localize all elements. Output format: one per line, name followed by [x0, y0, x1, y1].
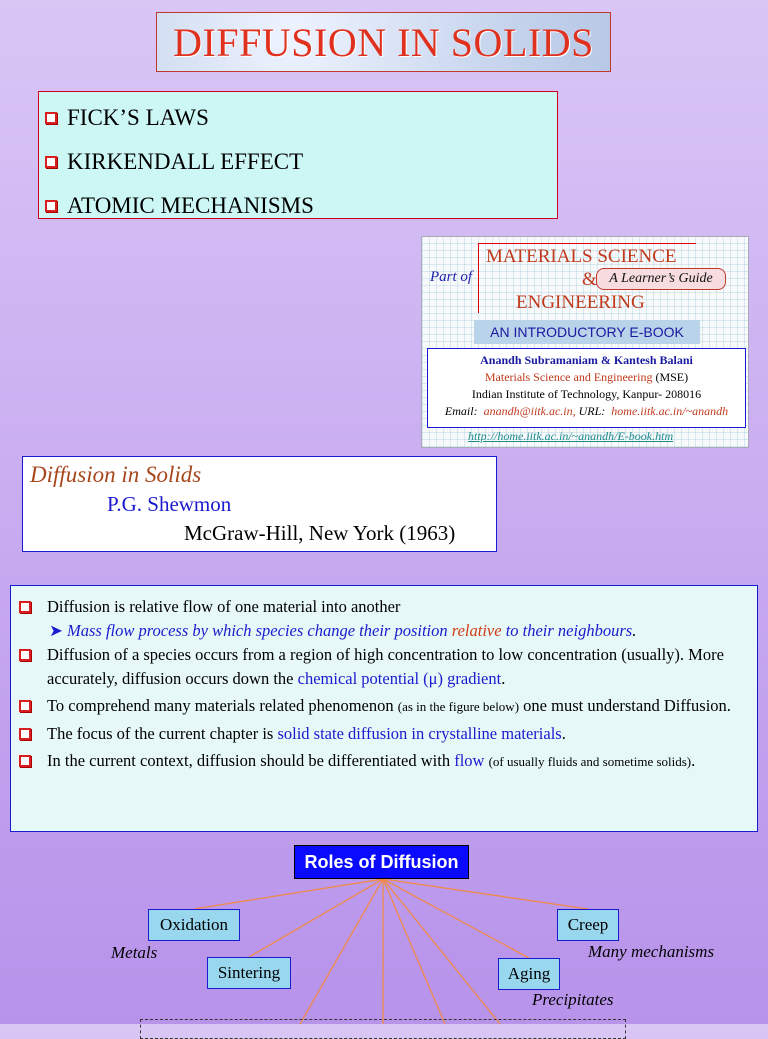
book-title-amp: & — [582, 269, 597, 290]
bullet-highlight: chemical potential (μ) gradient — [297, 669, 502, 688]
topic-item — [45, 96, 557, 140]
sub-bullet-highlight: relative — [451, 621, 502, 640]
sub-bullet-text-end: to their neighbours — [505, 621, 633, 640]
bullet-note: (as in the figure below) — [397, 699, 520, 714]
bullets-box — [10, 585, 758, 832]
roles-title: Roles of Diffusion — [304, 851, 459, 872]
sub-bullet-text: Mass flow process by which species change their position — [66, 621, 448, 640]
authors: Anandh Subramaniam & Kantesh Balani — [480, 353, 693, 367]
topics-box — [38, 91, 558, 219]
arrow-bullet-icon: ➤ — [49, 621, 63, 640]
learners-guide-badge — [596, 268, 726, 290]
bullet-text — [47, 722, 566, 746]
contact-line — [428, 403, 745, 420]
email-label: Email: — [444, 404, 478, 418]
list-item — [19, 643, 749, 691]
connector-oxidation — [194, 879, 383, 909]
author-box — [427, 348, 746, 428]
book-subtitle — [474, 320, 700, 344]
roles-title-box — [294, 845, 469, 879]
role-label: Aging — [507, 964, 551, 983]
connector-creep — [383, 879, 588, 909]
title-banner — [156, 12, 611, 72]
department-abbr: (MSE) — [655, 370, 689, 384]
role-creep — [557, 909, 619, 941]
topic-label: FICK’S LAWS — [67, 105, 209, 130]
connector-sintering — [249, 879, 383, 957]
role-aging — [498, 958, 560, 990]
institute: Indian Institute of Technology, Kanpur- 208016 — [471, 387, 702, 401]
list-item — [19, 722, 749, 746]
topic-label: ATOMIC MECHANISMS — [67, 193, 314, 218]
bullet-text — [47, 694, 731, 719]
part-of-label: Part of — [430, 269, 473, 285]
dashed-group-box — [140, 1019, 626, 1039]
label-precipitates: Precipitates — [532, 990, 614, 1009]
bullet-text-b: one must understand Diffusion. — [523, 696, 731, 715]
bullet-text-a: The focus of the current chapter is — [47, 724, 274, 743]
period: . — [632, 621, 637, 640]
label-many-mechanisms: Many mechanisms — [588, 942, 715, 961]
book-subtitle-label: AN INTRODUCTORY E-BOOK — [490, 324, 684, 340]
list-item — [19, 749, 749, 774]
divider — [478, 243, 479, 313]
bullet-text — [47, 749, 695, 774]
reference-box — [22, 456, 497, 552]
square-bullet-icon — [45, 112, 57, 124]
list-item — [19, 694, 749, 719]
department-name: Materials Science and Engineering — [484, 370, 653, 384]
book-title-line1: MATERIALS SCIENCE — [486, 246, 677, 267]
role-sintering — [207, 957, 291, 989]
square-bullet-icon — [19, 700, 31, 712]
connector-branch — [300, 879, 383, 1024]
url-label: URL: — [578, 404, 606, 418]
divider — [478, 243, 696, 244]
connector-aging — [383, 879, 529, 958]
sub-list-item — [19, 619, 749, 643]
bullet-text: Diffusion is relative flow of one material into another — [47, 597, 401, 616]
ebook-link[interactable]: http://home.iitk.ac.in/~anandh/E-book.htm — [468, 429, 674, 443]
square-bullet-icon — [19, 601, 31, 613]
connector-branch — [383, 879, 500, 1024]
page-title: DIFFUSION IN SOLIDS — [173, 19, 594, 65]
reference-title: Diffusion in Solids — [30, 462, 202, 487]
learners-guide-label: A Learner’s Guide — [609, 271, 713, 286]
topic-item — [45, 184, 557, 228]
bullet-note: (of usually fluids and sometime solids) — [488, 754, 692, 769]
bullet-highlight: solid state diffusion in crystalline materials — [277, 724, 562, 743]
list-item — [19, 595, 749, 619]
role-label: Sintering — [217, 963, 281, 982]
period: . — [691, 751, 696, 770]
role-label: Creep — [567, 915, 609, 934]
homepage-link[interactable]: home.iitk.ac.in/~anandh — [611, 404, 729, 418]
bullet-text-a: To comprehend many materials related phenomenon — [47, 696, 394, 715]
period: . — [561, 724, 566, 743]
ebook-card — [421, 236, 749, 448]
topic-item — [45, 140, 557, 184]
square-bullet-icon — [19, 728, 31, 740]
book-title-line2: ENGINEERING — [516, 292, 645, 313]
department — [428, 369, 745, 386]
square-bullet-icon — [45, 200, 57, 212]
connector-branch — [383, 879, 445, 1024]
topic-label: KIRKENDALL EFFECT — [67, 149, 304, 174]
square-bullet-icon — [19, 755, 31, 767]
bullet-highlight: flow — [454, 751, 485, 770]
square-bullet-icon — [45, 156, 57, 168]
role-label: Oxidation — [160, 915, 228, 934]
reference-author: P.G. Shewmon — [107, 492, 232, 516]
label-metals: Metals — [111, 943, 158, 962]
bullet-text-a: Diffusion of a species occurs from a region of high concentration to low concentration (usually). More accurately, diffusion occurs down the — [47, 645, 724, 688]
role-oxidation — [148, 909, 240, 941]
square-bullet-icon — [19, 649, 31, 661]
reference-publisher: McGraw-Hill, New York (1963) — [184, 521, 456, 545]
email-link[interactable]: anandh@iitk.ac.in, — [483, 404, 576, 418]
bullet-text-a: In the current context, diffusion should be differentiated with — [47, 751, 451, 770]
bullet-text — [47, 643, 749, 691]
period: . — [501, 669, 506, 688]
